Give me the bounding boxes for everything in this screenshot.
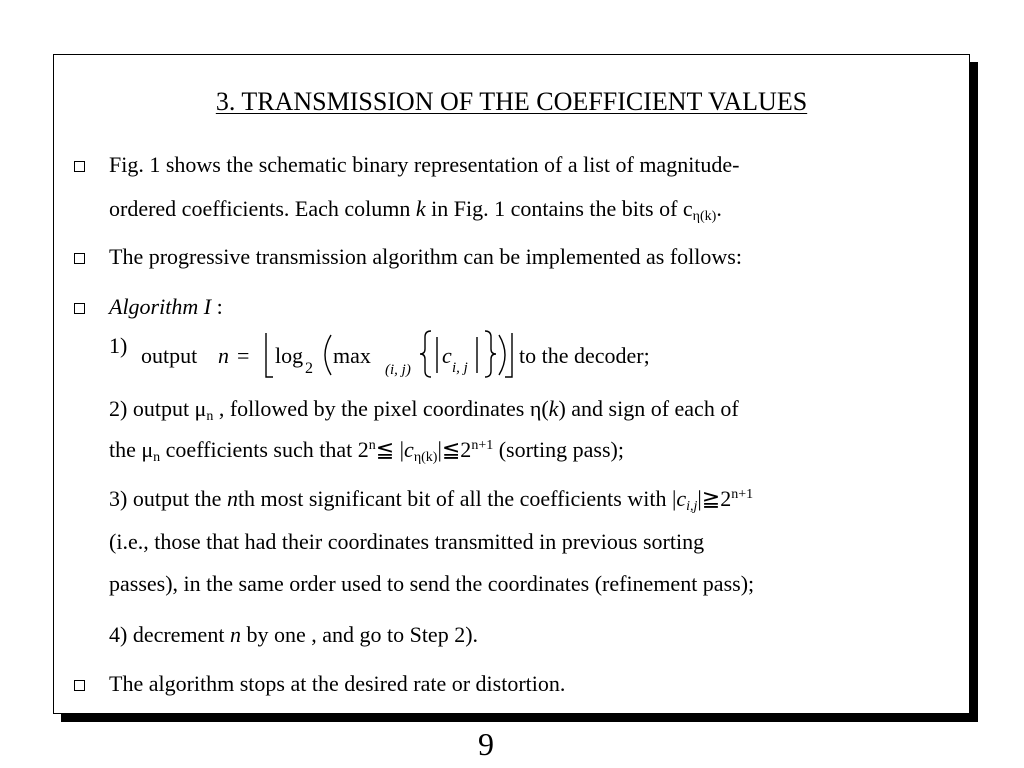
right-brace <box>485 331 496 377</box>
bullet-marker <box>74 253 85 264</box>
step2-line1: 2) output μn , followed by the pixel coordinates η(k) and sign of each of <box>109 396 739 424</box>
floor-right-bracket <box>505 333 512 377</box>
slide-title: 3. TRANSMISSION OF THE COEFFICIENT VALUES <box>215 87 808 116</box>
bullet1-line2: ordered coefficients. Each column k in Fig. 1 contains the bits of cη(k). <box>109 196 722 224</box>
step1-max: max <box>333 343 371 368</box>
step1-c-sub: i, j <box>452 360 468 376</box>
step3-line1: 3) output the nth most significant bit of all the coefficients with $|ci,j|≧2^{n+1}$ <box>109 486 754 514</box>
page-number: 9 <box>478 726 494 762</box>
step1-tail: to the decoder; <box>519 343 650 368</box>
bullet1-line1: Fig. 1 shows the schematic binary representation of a list of magnitude- <box>109 152 740 177</box>
step1-log-base: 2 <box>305 360 313 377</box>
floor-left-bracket <box>266 333 273 377</box>
step3-line2: (i.e., those that had their coordinates transmitted in previous sorting <box>109 529 705 554</box>
bullet-marker <box>74 680 85 691</box>
step4-text: 4) decrement n by one , and go to Step 2). <box>109 622 479 647</box>
slide-frame <box>53 54 970 714</box>
step2-line2: the μn coefficients such that 2$^n$≦ $|c\eta(k)|≦2^{n+1}$ (sorting pass); <box>109 437 624 465</box>
step3-line3: passes), in the same order used to send the coordinates (refinement pass); <box>109 571 755 596</box>
step1-log: log <box>275 343 304 368</box>
bullet-marker <box>74 161 85 172</box>
step1-formula <box>109 327 709 383</box>
step1-c: c <box>442 343 452 368</box>
step1-output-word: output <box>141 343 198 368</box>
algorithm-heading: Algorithm I : <box>109 294 223 319</box>
step1-equals: = <box>237 343 250 368</box>
step1-number: 1) <box>109 333 128 358</box>
left-brace <box>420 331 431 377</box>
left-paren <box>325 335 331 375</box>
bullet4-text: The algorithm stops at the desired rate or distortion. <box>109 671 566 696</box>
bullet-marker <box>74 303 85 314</box>
right-paren <box>499 335 505 375</box>
formula-svg <box>109 327 709 383</box>
step1-max-sub: (i, j) <box>385 362 411 378</box>
step1-n: n <box>218 343 229 368</box>
bullet2-text: The progressive transmission algorithm can be implemented as follows: <box>109 244 742 269</box>
